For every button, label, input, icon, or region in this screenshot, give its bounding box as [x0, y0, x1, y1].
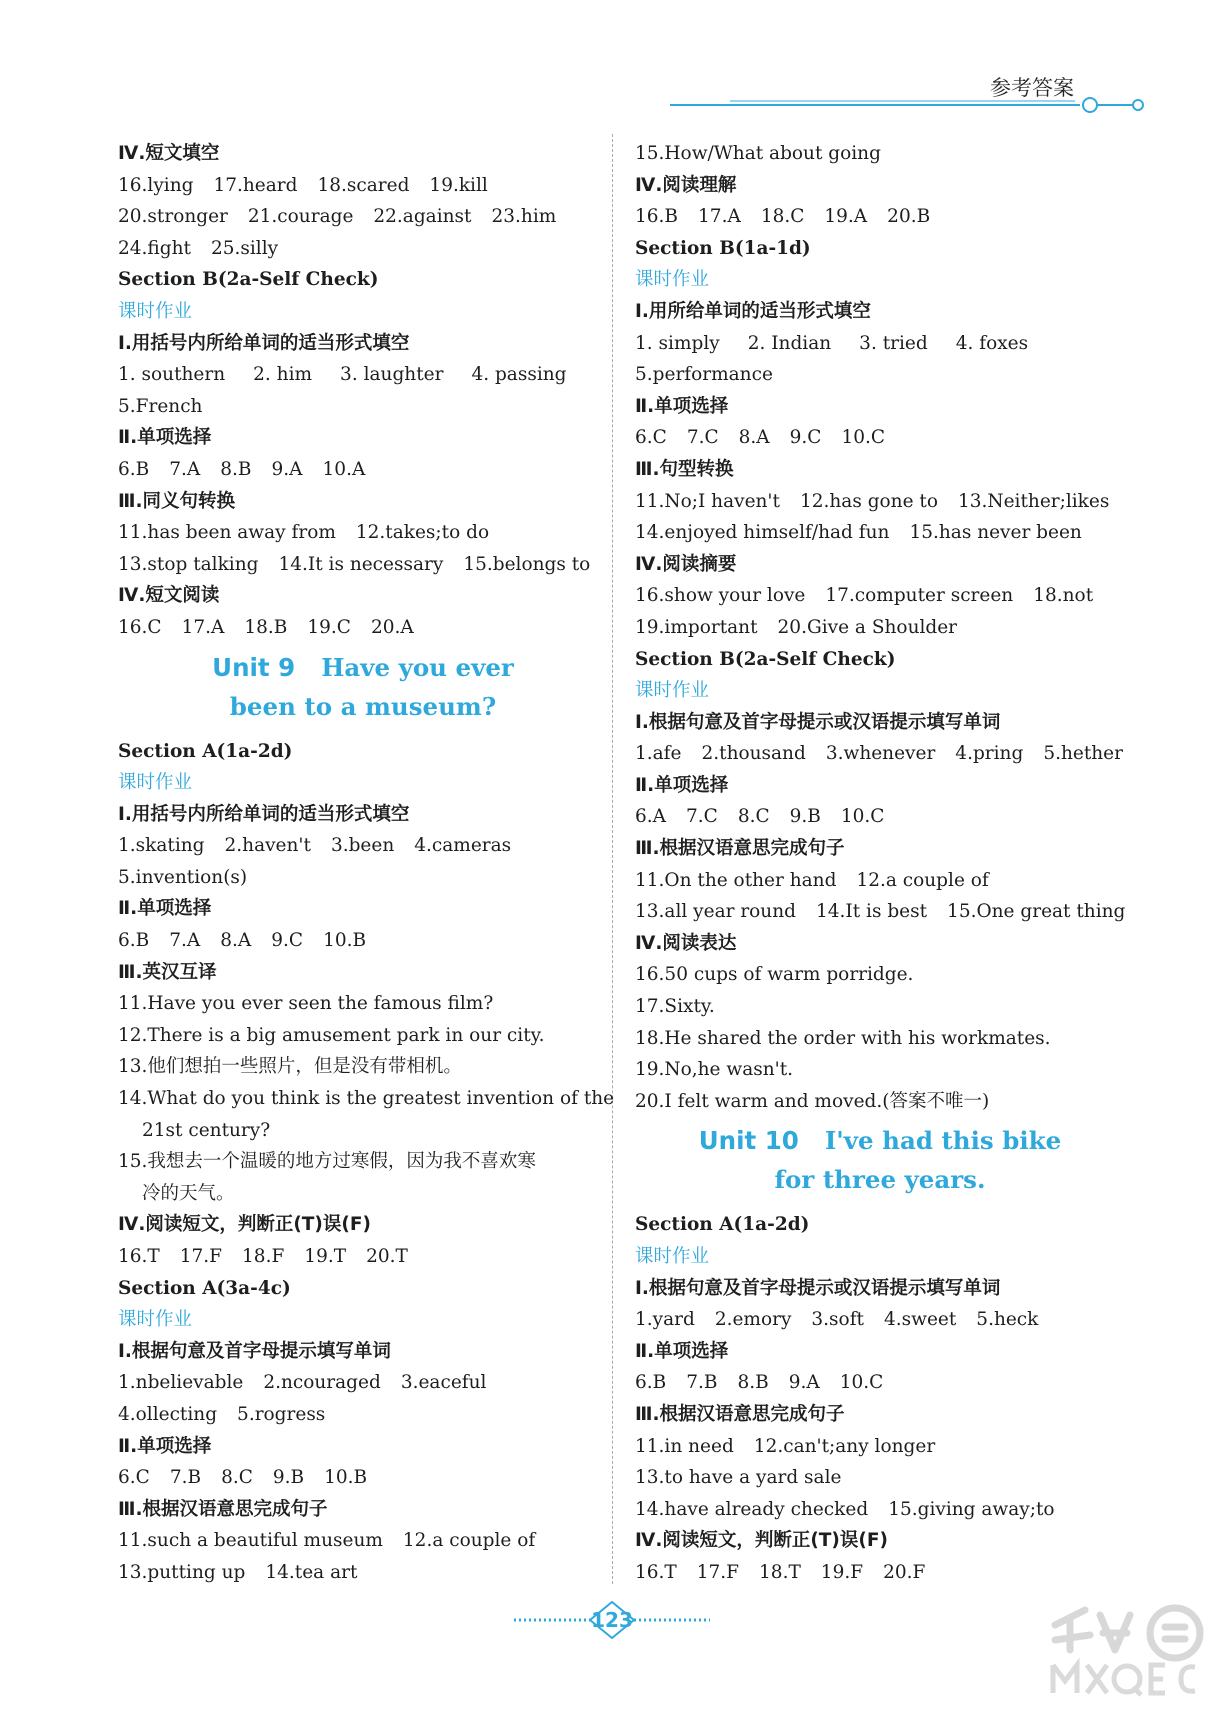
answer-row: 1. southern 2. him 3. laughter 4. passing — [118, 364, 567, 386]
answer-row: 6.C 7.B 8.C 9.B 10.B — [118, 1467, 368, 1489]
part-heading: Ⅲ.根据汉语意思完成句子 — [635, 838, 845, 860]
part-heading: Ⅲ.根据汉语意思完成句子 — [635, 1403, 845, 1425]
answer-row: 16.show your love 17.computer screen 18.not — [635, 585, 1094, 607]
answer-row: 18.He shared the order with his workmates. — [635, 1027, 1051, 1049]
column-divider — [612, 134, 613, 1584]
answer-row: 19.No,he wasn't. — [635, 1059, 794, 1081]
answer-row: 11.such a beautiful museum 12.a couple of — [118, 1530, 536, 1552]
homework-tag: 课时作业 — [118, 1309, 193, 1331]
answer-row: 5.performance — [635, 364, 773, 386]
section-heading: Section B(2a-Self Check) — [635, 648, 896, 670]
answer-row: 14.What do you think is the greatest invention of the — [118, 1088, 615, 1110]
answer-row: 14.have already checked 15.giving away;to — [635, 1498, 1055, 1520]
part-heading: Ⅲ.英汉互译 — [118, 961, 217, 983]
answer-row: 6.B 7.B 8.B 9.A 10.C — [635, 1372, 884, 1394]
part-heading: Ⅳ.阅读短文，判断正(T)误(F) — [635, 1530, 888, 1552]
answer-row: 6.B 7.A 8.A 9.C 10.B — [118, 930, 367, 952]
answer-row: 16.50 cups of warm porridge. — [635, 964, 914, 986]
answer-row: 6.B 7.A 8.B 9.A 10.A — [118, 458, 366, 480]
page-number — [512, 1600, 712, 1640]
part-heading: Ⅲ.同义句转换 — [118, 490, 236, 512]
answer-row: 1.afe 2.thousand 3.whenever 4.pring 5.hether — [635, 743, 1123, 765]
answer-row: 1.skating 2.haven't 3.been 4.cameras — [118, 835, 512, 857]
unit-title-line-1: Have you ever — [321, 652, 514, 682]
answer-row: 21st century? — [142, 1119, 271, 1141]
answer-row: 16.B 17.A 18.C 19.A 20.B — [635, 206, 931, 228]
answer-row: 13.stop talking 14.It is necessary 15.belongs to — [118, 553, 591, 575]
answer-row: 16.lying 17.heard 18.scared 19.kill — [118, 174, 488, 196]
answer-row: 17.Sixty. — [635, 996, 715, 1018]
homework-tag: 课时作业 — [635, 1246, 710, 1267]
section-heading: Section A(1a-2d) — [635, 1214, 810, 1236]
header-title: 参考答案 — [990, 76, 1074, 100]
homework-tag: 课时作业 — [118, 772, 193, 794]
part-heading: Ⅱ.单项选择 — [635, 1340, 729, 1362]
part-heading: Ⅰ.根据句意及首字母提示填写单词 — [118, 1340, 391, 1362]
section-heading: Section A(1a-2d) — [118, 740, 293, 762]
answer-row: 12.There is a big amusement park in our city. — [118, 1024, 545, 1046]
watermark-logo — [1045, 1595, 1215, 1710]
homework-tag: 课时作业 — [118, 300, 193, 322]
answer-row: 11.Have you ever seen the famous film? — [118, 993, 494, 1015]
answer-row: 13.all year round 14.It is best 15.One great thing — [635, 901, 1126, 923]
homework-tag: 课时作业 — [635, 680, 710, 702]
answer-row: 15.我想去一个温暖的地方过寒假，因为我不喜欢寒 — [118, 1151, 536, 1173]
section-heading: Section B(1a-1d) — [635, 237, 811, 259]
unit-title-line-1: I've had this bike — [824, 1126, 1062, 1156]
part-heading: Ⅳ.阅读表达 — [635, 932, 737, 954]
answer-row: 13.putting up 14.tea art — [118, 1561, 358, 1583]
answer-row: 5.French — [118, 395, 203, 417]
answer-row: 16.T 17.F 18.F 19.T 20.T — [118, 1246, 408, 1267]
answer-row: 13.to have a yard sale — [635, 1467, 842, 1489]
answer-row: 24.fight 25.silly — [118, 237, 279, 259]
part-heading: Ⅳ.短文阅读 — [118, 585, 220, 607]
answer-row: 4.ollecting 5.rogress — [118, 1403, 326, 1425]
page-number-label: 123 — [591, 1608, 633, 1632]
right-column — [635, 138, 1125, 1589]
answer-row: 5.invention(s) — [118, 866, 248, 888]
answer-row: 冷的天气。 — [142, 1182, 235, 1204]
answer-row: 19.important 20.Give a Shoulder — [635, 616, 958, 638]
part-heading: Ⅰ.用括号内所给单词的适当形式填空 — [118, 332, 410, 354]
part-heading: Ⅲ.根据汉语意思完成句子 — [118, 1498, 328, 1520]
part-heading: Ⅰ.根据句意及首字母提示或汉语提示填写单词 — [635, 711, 1001, 733]
part-heading: Ⅲ.句型转换 — [635, 458, 734, 480]
answer-row: 20.stronger 21.courage 22.against 23.him — [118, 206, 557, 228]
part-heading: Ⅰ.根据句意及首字母提示或汉语提示填写单词 — [635, 1277, 1001, 1299]
homework-tag: 课时作业 — [635, 269, 710, 291]
unit-title-line-2: been to a museum? — [229, 691, 497, 721]
answer-row: 14.enjoyed himself/had fun 15.has never been — [635, 522, 1082, 544]
part-heading: Ⅳ.阅读摘要 — [635, 553, 737, 575]
answer-row: 11.in need 12.can't;any longer — [635, 1435, 936, 1457]
unit-number: Unit 9 — [212, 652, 296, 682]
answer-row: 11.has been away from 12.takes;to do — [118, 522, 490, 544]
part-heading: Ⅳ.短文填空 — [118, 143, 220, 164]
section-heading: Section A(3a-4c) — [118, 1277, 291, 1299]
answer-row: 6.A 7.C 8.C 9.B 10.C — [635, 806, 885, 828]
answer-row: 1.nbelievable 2.ncouraged 3.eaceful — [118, 1372, 487, 1394]
answer-row: 11.On the other hand 12.a couple of — [635, 869, 989, 891]
left-column — [118, 138, 615, 1589]
header-rule — [670, 95, 1150, 115]
unit-9-title — [118, 644, 608, 736]
answer-row: 15.How/What about going — [635, 143, 881, 164]
answer-row: 20.I felt warm and moved.(答案不唯一) — [635, 1090, 990, 1112]
answer-row: 11.No;I haven't 12.has gone to 13.Neither;likes — [635, 490, 1110, 512]
part-heading: Ⅱ.单项选择 — [635, 395, 729, 417]
part-heading: Ⅰ.用所给单词的适当形式填空 — [635, 300, 871, 322]
answer-row: 16.C 17.A 18.B 19.C 20.A — [118, 616, 414, 638]
part-heading: Ⅱ.单项选择 — [118, 427, 212, 449]
part-heading: Ⅳ.阅读理解 — [635, 174, 737, 196]
unit-10-title — [635, 1117, 1125, 1209]
section-heading: Section B(2a-Self Check) — [118, 269, 379, 291]
part-heading: Ⅱ.单项选择 — [635, 774, 729, 796]
part-heading: Ⅱ.单项选择 — [118, 1435, 212, 1457]
answer-row: 13.他们想拍一些照片，但是没有带相机。 — [118, 1056, 462, 1078]
part-heading: Ⅱ.单项选择 — [118, 898, 212, 920]
unit-number: Unit 10 — [698, 1126, 799, 1156]
part-heading: Ⅰ.用括号内所给单词的适当形式填空 — [118, 803, 410, 825]
answer-row: 6.C 7.C 8.A 9.C 10.C — [635, 427, 886, 449]
answer-row: 1.yard 2.emory 3.soft 4.sweet 5.heck — [635, 1309, 1039, 1331]
answer-row: 1. simply 2. Indian 3. tried 4. foxes — [635, 332, 1029, 354]
unit-title-line-2: for three years. — [774, 1165, 986, 1195]
part-heading: Ⅳ.阅读短文，判断正(T)误(F) — [118, 1214, 371, 1236]
answer-row: 16.T 17.F 18.T 19.F 20.F — [635, 1561, 926, 1583]
